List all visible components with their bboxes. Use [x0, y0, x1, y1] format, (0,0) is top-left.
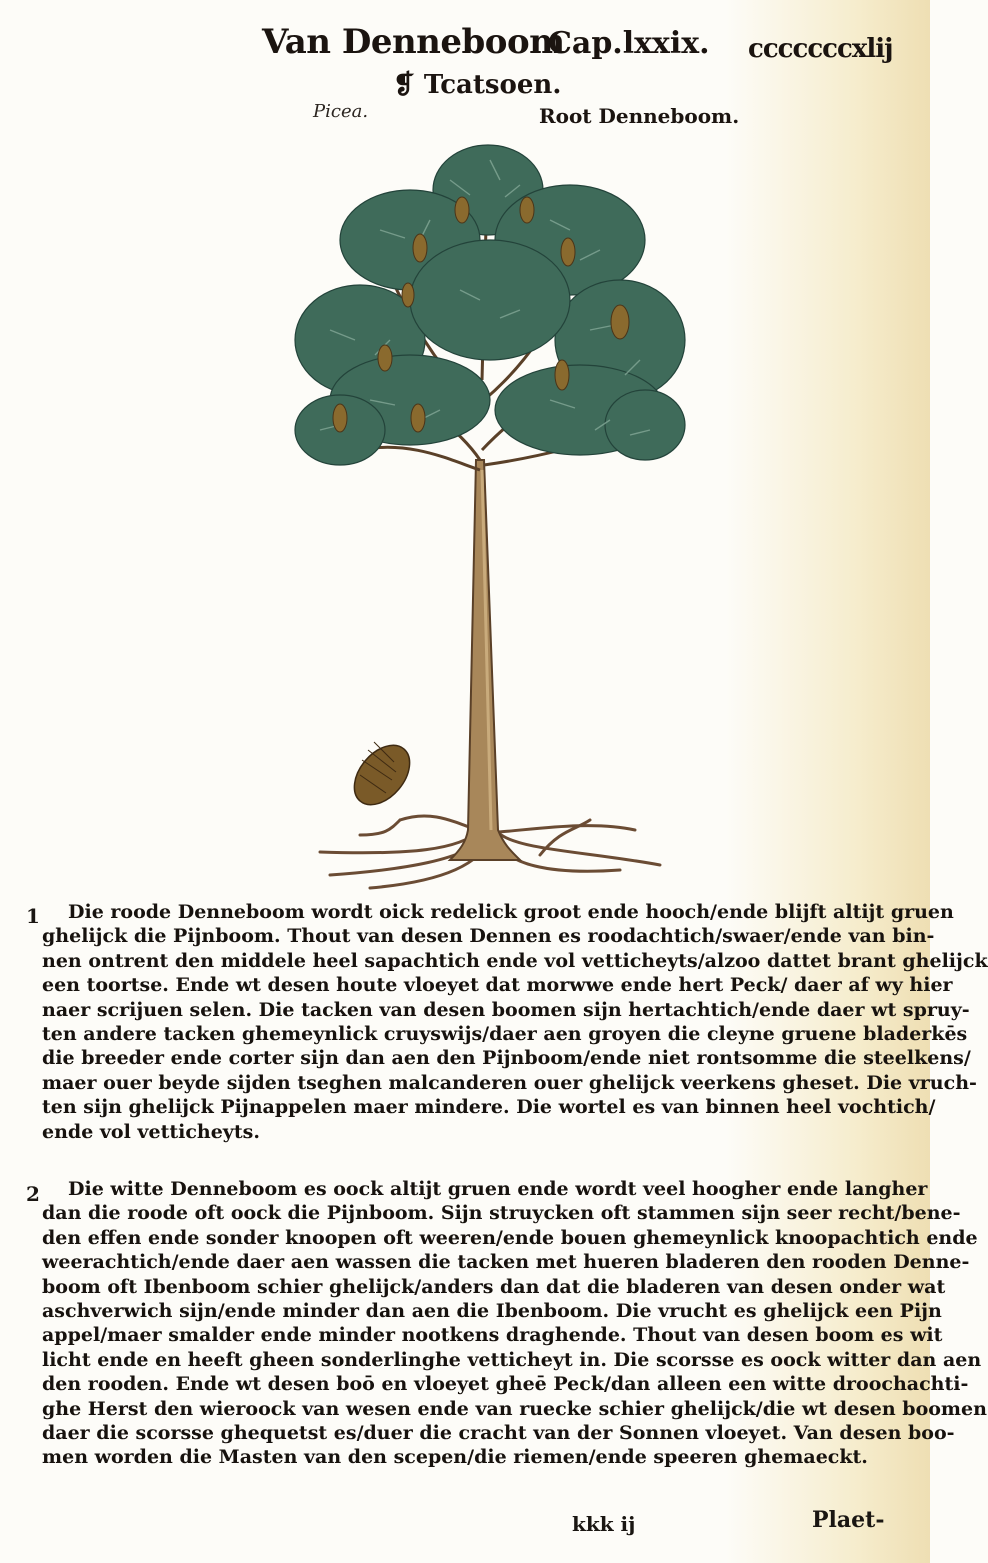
- text-line: daer die scorsse ghequetst es/duer die cracht van der Sonnen vloeyet. Van desen boo-: [42, 1422, 955, 1445]
- chapter-number: Cap.lxxix.: [548, 26, 710, 61]
- tree-trunk: [450, 460, 520, 860]
- paragraph-number: 1: [26, 904, 40, 928]
- text-line: aschverwich sijn/ende minder dan aen die Ibenboom. Die vrucht es ghelijck een Pijn: [42, 1300, 942, 1323]
- text-line: Die witte Denneboom es oock altijt gruen ende wordt veel hoogher ende langher: [68, 1178, 928, 1200]
- figure-label-latin: Picea.: [313, 101, 369, 122]
- paragraph-white-fir: [42, 1177, 987, 1470]
- text-line: maer ouer beyde sijden tseghen malcanderen ouer ghelijck veerkens gheset. Die vruch-: [42, 1071, 977, 1094]
- fallen-cone-illustration: [343, 735, 420, 815]
- tree-foliage: [295, 145, 685, 465]
- catchword: Plaet-: [812, 1507, 885, 1533]
- text-line: naer scrijuen selen. Die tacken van desen boomen sijn hertachtich/ende daer wt spruy-: [42, 998, 970, 1021]
- text-line: den rooden. Ende wt desen boō en vloeyet gheē Peck/dan alleen een witte droochachti-: [42, 1373, 969, 1396]
- paragraph-number: 2: [26, 1182, 40, 1206]
- text-line: appel/maer smalder ende minder nootkens draghende. Thout van desen boom es wit: [42, 1324, 943, 1347]
- text-line: Die roode Denneboom wordt oick redelick groot ende hooch/ende blijft altijt gruen: [68, 901, 954, 923]
- text-line: ende vol vetticheyts.: [42, 1120, 260, 1143]
- text-line: dan die roode oft oock die Pijnboom. Sijn struycken oft stammen sijn seer recht/bene-: [42, 1202, 961, 1225]
- text-line: weerachtich/ende daer aen wassen die tacken met hueren bladeren den rooden Denne-: [42, 1251, 970, 1274]
- signature-mark: kkk ij: [572, 1512, 636, 1536]
- text-line: ghelijck die Pijnboom. Thout van desen Dennen es roodachtich/swaer/ende van bin-: [42, 925, 935, 948]
- text-line: een toortse. Ende wt desen houte vloeyet dat morwwe ende hert Peck/ daer af wy hier: [42, 974, 953, 997]
- text-line: ten andere tacken ghemeynlick cruyswijs/daer aen groyen die cleyne gruene bladerkēs: [42, 1023, 968, 1046]
- folio-number: cccccccxlij: [748, 34, 893, 64]
- text-line: licht ende en heeft gheen sonderlinghe vetticheyt in. Die scorsse es oock witter dan aen: [42, 1348, 982, 1371]
- text-line: die breeder ende corter sijn dan aen den Pijnboom/ende niet rontsomme die steelkens/: [42, 1047, 971, 1070]
- text-line: den effen ende sonder knoopen oft weeren/ende bouen ghemeynlick knoopachtich ende: [42, 1226, 978, 1249]
- running-title: Van Denneboom: [262, 22, 565, 62]
- text-line: nen ontrent den middele heel sapachtich ende vol vetticheyts/alzoo dattet brant ghelijck: [42, 949, 988, 972]
- text-line: boom oft Ibenboom schier ghelijck/anders dan dat die bladeren van desen onder wat: [42, 1275, 946, 1298]
- text-line: ten sijn ghelijck Pijnappelen maer mindere. Die wortel es van binnen heel vochtich/: [42, 1096, 936, 1119]
- text-line: ghe Herst den wieroock van wesen ende van ruecke schier ghelijck/die wt desen boomen: [42, 1397, 987, 1420]
- figure-label-dutch: Root Denneboom.: [539, 104, 740, 128]
- paragraph-red-fir: [42, 900, 988, 1144]
- tree-illustration: [290, 130, 690, 900]
- text-line: men worden die Masten van den scepen/die riemen/ende speeren ghemaeckt.: [42, 1446, 868, 1469]
- section-heading: ❡ Tcatsoen.: [393, 70, 562, 100]
